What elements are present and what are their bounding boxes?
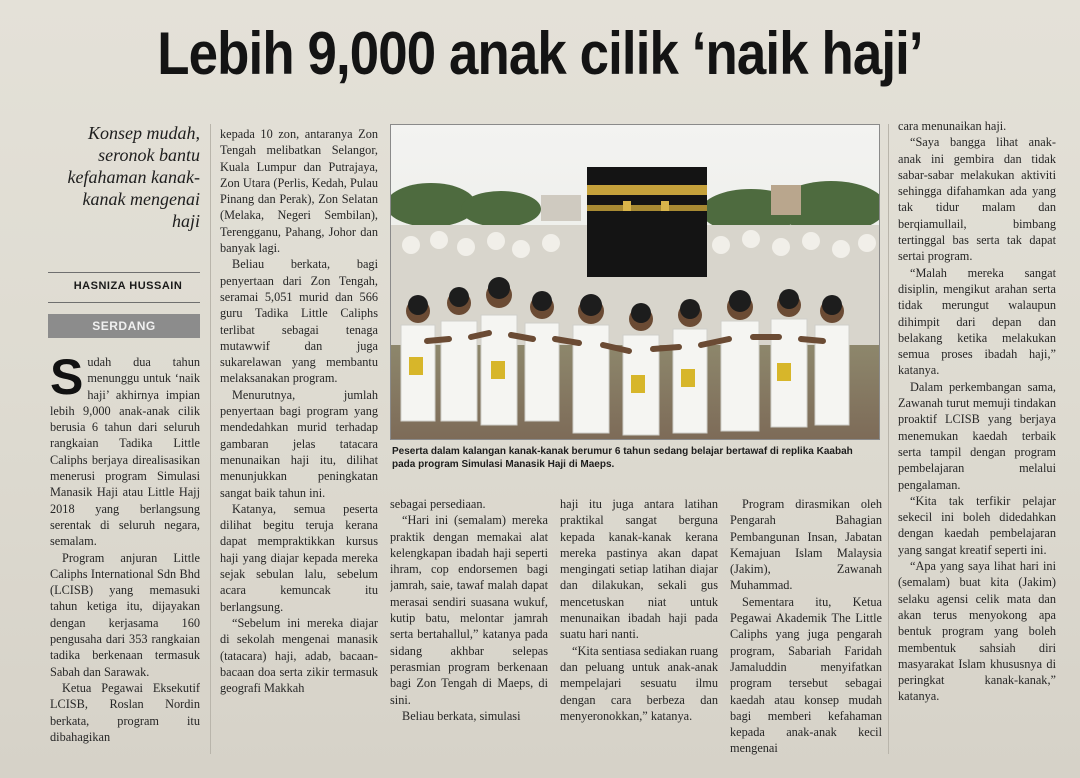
paragraph: Beliau berkata, bagi penyertaan dari Zon Tengah, seramai 5,051 murid dan 566 guru Tadika Little Caliphs terlibat sebagai tenaga mutawwif dan juga sukarelawan yang membantu melaksanakan program. xyxy=(220,257,378,386)
kaabah-replica xyxy=(587,167,707,277)
paragraph: haji itu juga antara latihan praktikal sangat berguna kepada kanak-kanak kerana mereka pastinya akan dapat mengingati setiap latihan diajar dan dilakukan, sekali gus mencetuskan niat untuk menunaikan ibadah haji pada suatu hari nanti. xyxy=(560,497,718,642)
paragraph: sebagai persediaan. xyxy=(390,497,486,511)
paragraph: “Kita tak terfikir pelajar sekecil ini boleh didedahkan dengan kaedah pembelajaran yang sangat kreatif seperti ini. xyxy=(898,493,1056,557)
paragraph: “Saya bangga lihat anak-anak ini gembira dan tidak sabar-sabar melakukan aktiviti sehingga difahamkan ada yang tak tidur malam dan berqiamullail, bimbang tertinggal bas serta tak dapat sertai program. xyxy=(898,135,1056,264)
column-rule xyxy=(210,124,211,754)
article-column-1 xyxy=(50,354,200,754)
deck: Konsep mudah, seronok bantu kefahaman kanak-kanak mengenai haji xyxy=(67,123,200,231)
paragraph: “Sebelum ini mereka diajar di sekolah mengenai manasik (tatacara) haji, adab, bacaan-bacaan doa serta zikir termasuk geografi Makkah xyxy=(220,615,378,696)
article-column-4 xyxy=(560,496,718,756)
byline-rule-bottom xyxy=(48,302,200,303)
headline: Lebih 9,000 anak cilik ‘naik haji’ xyxy=(157,20,923,87)
paragraph: Program anjuran Little Caliphs International Sdn Bhd (LCISB) yang memasuki tahun ketiga itu, dijayakan dengan kerjasama 160 pengusaha dari 353 rangkaian tadika berkenaan termasuk Sabah dan Sarawak. xyxy=(50,550,200,679)
paragraph-text: udah dua tahun menunggu untuk ‘naik haji’ akhirnya impian lebih 9,000 anak-anak cilik berusia 6 tahun dari seluruh rangkaian Tadika Little Caliphs berjaya direalisasikan menerusi program Simulasi Manasik Haji atau Little Hajj 2018 yang berlangsung serentak di seluruh negara, semalam. xyxy=(50,355,200,549)
paragraph: Sementara itu, Ketua Pegawai Akademik The Little Caliphs yang juga pengarah program, Sabariah Faridah Jamaluddin menyifatkan program tersebut sebagai kaedah atau konsep mudah bagi memberi kefahaman kepada anak-anak kecil mengenai xyxy=(730,594,882,756)
article-column-2 xyxy=(220,126,378,754)
paragraph: Beliau berkata, simulasi xyxy=(402,708,521,723)
paragraph: Ketua Pegawai Eksekutif LCISB, Roslan Nordin berkata, program itu dibahagikan xyxy=(50,680,200,744)
paragraph: “Hari ini (semalam) mereka praktik dengan memakai alat kelengkapan ibadah haji seperti ihram, cop endorsemen bagi jamrah, saie, tawaf malah dapat merasai sendiri suasana wukuf, kutip batu, melontar jamrah serta bertahallul,” katanya pada sidang akhbar selepas perasmian program berkenaan bagi Zon Tengah di Maeps, di sini. xyxy=(390,513,548,707)
section-label: SERDANG xyxy=(48,314,200,338)
dropcap: S xyxy=(50,354,84,405)
kaabah-replica-photo xyxy=(391,125,879,439)
article-column-3 xyxy=(390,496,548,756)
paragraph-lead xyxy=(50,354,200,550)
byline: HASNIZA HUSSAIN xyxy=(73,280,183,292)
photo-caption: Peserta dalam kalangan kanak-kanak berumur 6 tahun sedang belajar bertawaf di replika Kaabah pada program Simulasi Manasik Haji di Maeps. xyxy=(392,446,853,470)
paragraph: Menurutnya, jumlah penyertaan bagi program yang mendedahkan murid terhadap gambaran jelas tatacara menunaikan haji itu, dilihat menunjukkan peningkatan sangat baik tahun ini. xyxy=(220,387,378,500)
news-photo xyxy=(390,124,880,440)
paragraph: cara menunaikan haji. xyxy=(898,119,1007,133)
paragraph: “Kita sentiasa sediakan ruang dan peluang untuk anak-anak mempelajari sesuatu ilmu dengan cara berbeza dan menyeronokkan,” katanya. xyxy=(560,643,718,723)
paragraph: Dalam perkembangan sama, Zawanah turut memuji tindakan proaktif LCISB yang berjaya menemukan kaedah terbaik serta tampil dengan program pembelajaran melalui pengalaman. xyxy=(898,379,1056,492)
paragraph: “Apa yang saya lihat hari ini (semalam) buat kita (Jakim) selaku agensi celik mata dan akan terus menyokong apa bentuk program yang boleh membentuk sahsiah diri masyarakat Islam khususnya di peringkat kanak-kanak,” katanya. xyxy=(898,559,1056,704)
byline-rule-top xyxy=(48,272,200,273)
paragraph: Katanya, semua peserta dilihat begitu teruja kerana dapat mempraktikkan kursus haji yang diajar kepada mereka sejak sebulan lalu, sebelum acara kemuncak itu berlangsung. xyxy=(220,501,378,614)
paragraph: kepada 10 zon, antaranya Zon Tengah melibatkan Selangor, Kuala Lumpur dan Putrajaya, Zon Utara (Perlis, Kedah, Pulau Pinang dan Perak), Zon Selatan (Melaka, Negeri Sembilan), Terengganu, Pahang, Johor dan banyak lagi. xyxy=(220,127,378,256)
paragraph: Program dirasmikan oleh Pengarah Bahagian Pembangunan Insan, Jabatan Kemajuan Islam Malaysia (Jakim), Zawanah Muhammad. xyxy=(730,497,882,593)
paragraph: “Malah mereka sangat disiplin, mengikut arahan serta tidak merungut walaupun dihimpit dari depan dan belakang ketika melakukan semua proses ibadah haji,” katanya. xyxy=(898,265,1056,378)
article-column-6 xyxy=(898,118,1056,756)
column-rule xyxy=(888,124,889,754)
article-column-5 xyxy=(730,496,882,756)
